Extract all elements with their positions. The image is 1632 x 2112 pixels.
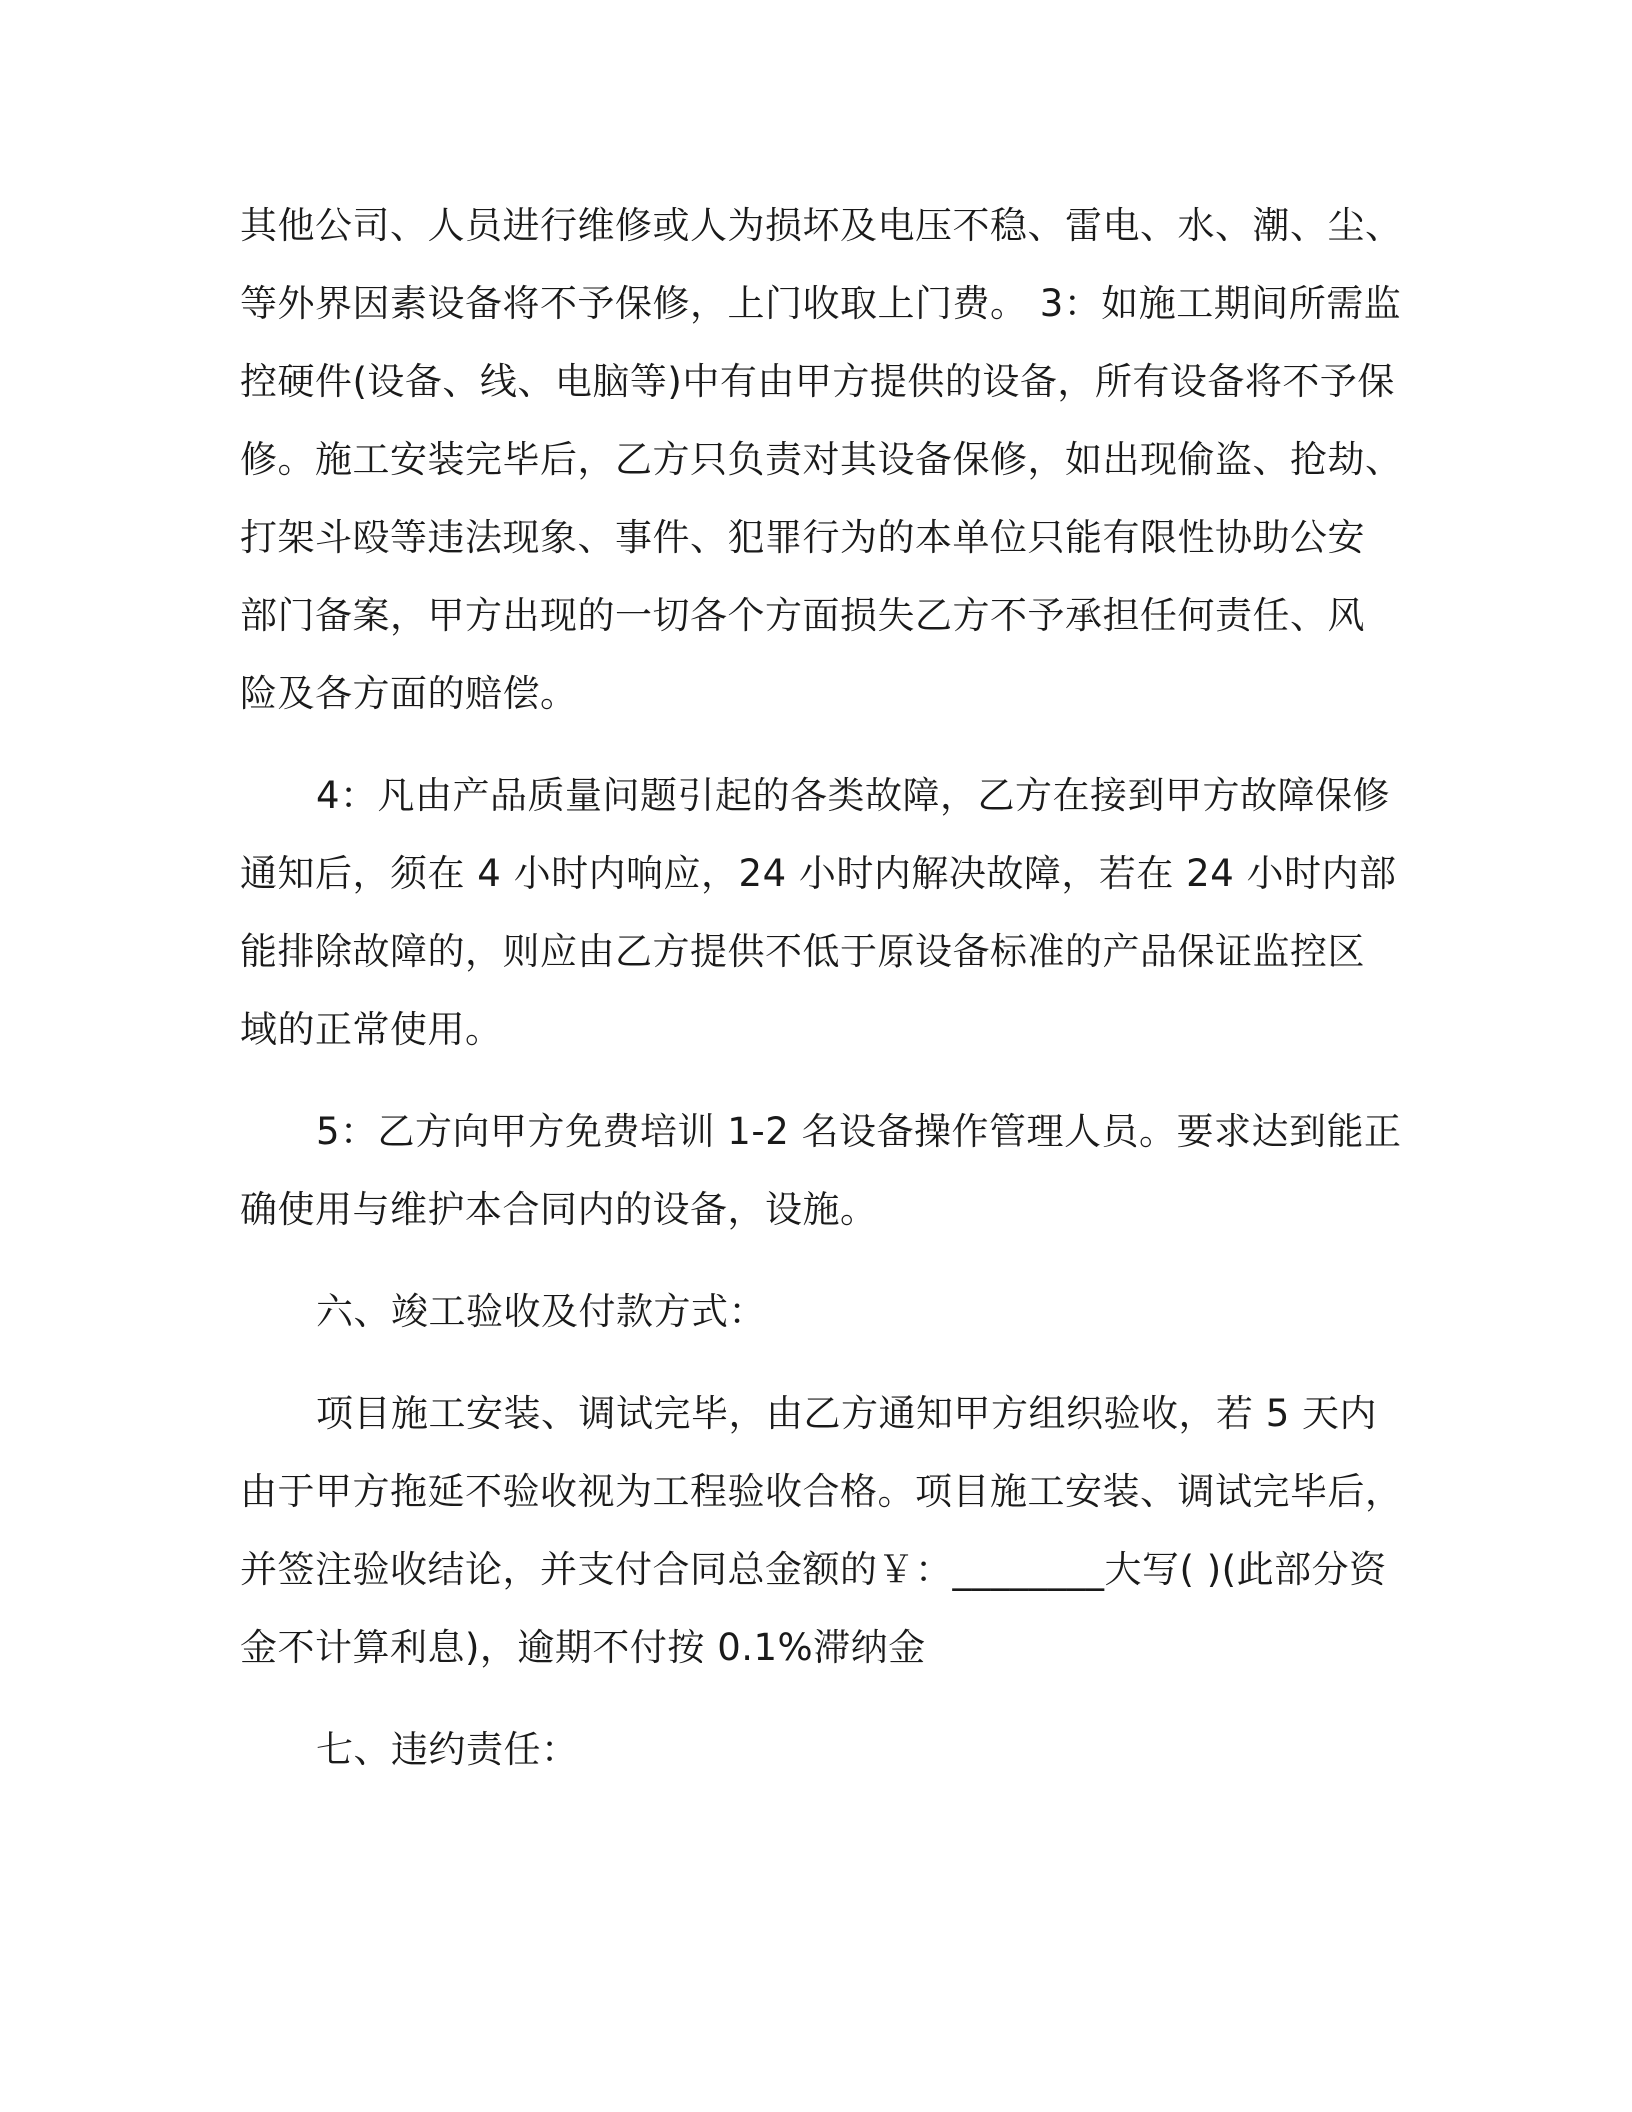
text-line: 域的正常使用。 [240, 1008, 503, 1051]
text-line: 控硬件(设备、线、电脑等)中有由甲方提供的设备，所有设备将不予保 [240, 360, 1395, 403]
text-line: 通知后，须在 4 小时内响应，24 小时内解决故障，若在 24 小时内部 [240, 852, 1397, 895]
text-line: 七、违约责任： [316, 1728, 579, 1771]
paragraph-training [240, 1093, 1402, 1249]
paragraph-fault-response [240, 757, 1397, 1069]
text-line: 项目施工安装、调试完毕，由乙方通知甲方组织验收，若 5 天内 [316, 1392, 1378, 1435]
text-line: 等外界因素设备将不予保修，上门收取上门费。 3：如施工期间所需监 [240, 282, 1402, 325]
paragraph-spacer [240, 733, 1380, 757]
text-line: 4：凡由产品质量问题引起的各类故障，乙方在接到甲方故障保修 [316, 774, 1391, 817]
text-line: 由于甲方拖延不验收视为工程验收合格。项目施工安装、调试完毕后， [240, 1470, 1403, 1513]
section-heading-acceptance-payment [240, 1273, 1380, 1351]
text-line: 部门备案，甲方出现的一切各个方面损失乙方不予承担任何责任、风 [240, 594, 1365, 637]
paragraph-spacer [240, 1351, 1380, 1375]
text-line: 其他公司、人员进行维修或人为损坏及电压不稳、雷电、水、潮、尘、 [240, 204, 1403, 247]
section-heading-breach-liability [240, 1711, 1380, 1789]
paragraph-acceptance-terms [240, 1375, 1403, 1687]
paragraph-spacer [240, 1249, 1380, 1273]
paragraph-spacer [240, 1069, 1380, 1093]
text-line: 打架斗殴等违法现象、事件、犯罪行为的本单位只能有限性协助公安 [240, 516, 1365, 559]
text-line: 确使用与维护本合同内的设备，设施。 [240, 1188, 878, 1231]
document-body [240, 187, 1403, 1789]
text-line: 险及各方面的赔偿。 [240, 672, 578, 715]
text-line: 5：乙方向甲方免费培训 1-2 名设备操作管理人员。要求达到能正 [316, 1110, 1402, 1153]
text-line: 金不计算利息)，逾期不付按 0.1%滞纳金 [240, 1626, 926, 1669]
paragraph-warranty-exclusions [240, 187, 1403, 733]
text-line: 能排除故障的，则应由乙方提供不低于原设备标准的产品保证监控区 [240, 930, 1365, 973]
paragraph-spacer [240, 1687, 1380, 1711]
text-line: 并签注验收结论，并支付合同总金额的￥：________大写( )(此部分资 [240, 1548, 1387, 1591]
text-line: 修。施工安装完毕后，乙方只负责对其设备保修，如出现偷盗、抢劫、 [240, 438, 1403, 481]
text-line: 六、竣工验收及付款方式： [316, 1290, 766, 1333]
